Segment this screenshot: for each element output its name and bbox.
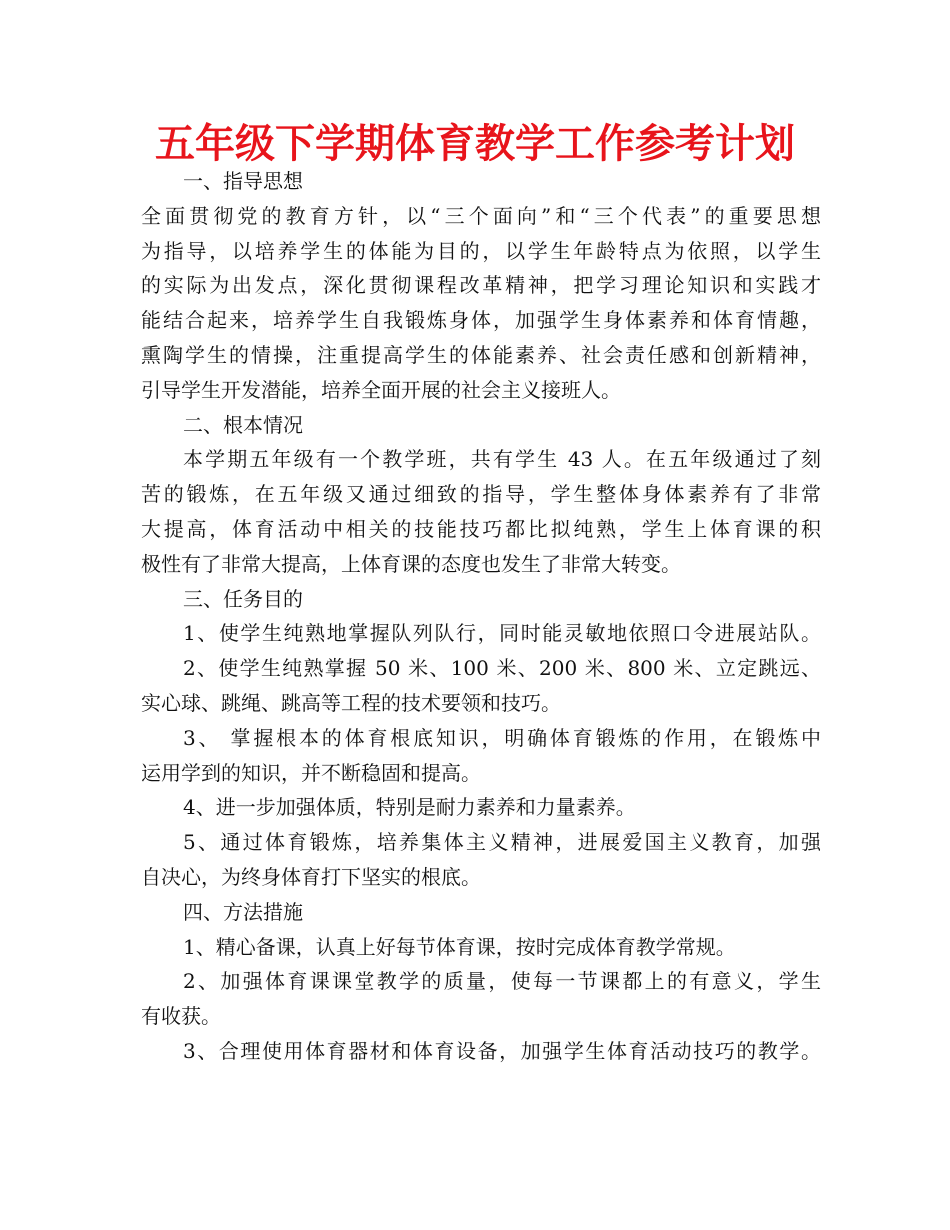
list-item: 1、精心备课，认真上好每节体育课，按时完成体育教学常规。 — [183, 934, 736, 959]
list-item: 2、加强体育课课堂教学的质量，使每一节课都上的有意义，学生 — [183, 969, 821, 994]
section-heading-task-objectives: 三、任务目的 — [183, 586, 303, 611]
list-item-continuation: 实心球、跳绳、跳高等工程的技术要领和技巧。 — [141, 690, 561, 715]
document-body — [141, 164, 821, 1069]
list-item: 1、使学生纯熟地掌握队列队行，同时能灵敏地依照口令进展站队。 — [183, 621, 821, 646]
paragraph-line: 的实际为出发点，深化贯彻课程改革精神，把学习理论知识和实践才 — [141, 273, 821, 298]
section-heading-basic-situation: 二、根本情况 — [183, 412, 303, 437]
paragraph-line: 极性有了非常大提高，上体育课的态度也发生了非常大转变。 — [141, 551, 681, 576]
paragraph-line: 能结合起来，培养学生自我锻炼身体，加强学生身体素养和体育情趣， — [141, 308, 821, 333]
paragraph-line: 引导学生开发潜能，培养全面开展的社会主义接班人。 — [141, 377, 621, 402]
list-item: 4、进一步加强体质，特别是耐力素养和力量素养。 — [183, 795, 636, 820]
list-item: 3、合理使用体育器材和体育设备，加强学生体育活动技巧的教学。 — [183, 1038, 821, 1063]
list-item-continuation: 运用学到的知识，并不断稳固和提高。 — [141, 760, 481, 785]
document-title: 五年级下学期体育教学工作参考计划 — [155, 121, 795, 167]
paragraph-line: 全面贯彻党的教育方针，以“三个面向”和“三个代表”的重要思想 — [141, 203, 821, 228]
paragraph-line: 苦的锻炼，在五年级又通过细致的指导，学生整体身体素养有了非常 — [141, 482, 821, 507]
list-item: 3、 掌握根本的体育根底知识，明确体育锻炼的作用，在锻炼中 — [183, 725, 821, 750]
paragraph-line: 熏陶学生的情操，注重提高学生的体能素养、社会责任感和创新精神， — [141, 342, 821, 367]
list-item: 2、使学生纯熟掌握 50 米、100 米、200 米、800 米、立定跳远、 — [183, 656, 821, 681]
paragraph-line: 本学期五年级有一个教学班，共有学生 43 人。在五年级通过了刻 — [183, 447, 821, 472]
list-item: 5、通过体育锻炼，培养集体主义精神，进展爱国主义教育，加强 — [183, 830, 821, 855]
section-heading-guiding-thought: 一、指导思想 — [183, 169, 303, 193]
list-item-continuation: 有收获。 — [141, 1004, 221, 1029]
section-heading-methods-measures: 四、方法措施 — [183, 899, 303, 924]
paragraph-line: 为指导，以培养学生的体能为目的，以学生年龄特点为依照，以学生 — [141, 238, 821, 263]
list-item-continuation: 自决心，为终身体育打下坚实的根底。 — [141, 864, 481, 889]
paragraph-line: 大提高，体育活动中相关的技能技巧都比拟纯熟，学生上体育课的积 — [141, 516, 821, 541]
